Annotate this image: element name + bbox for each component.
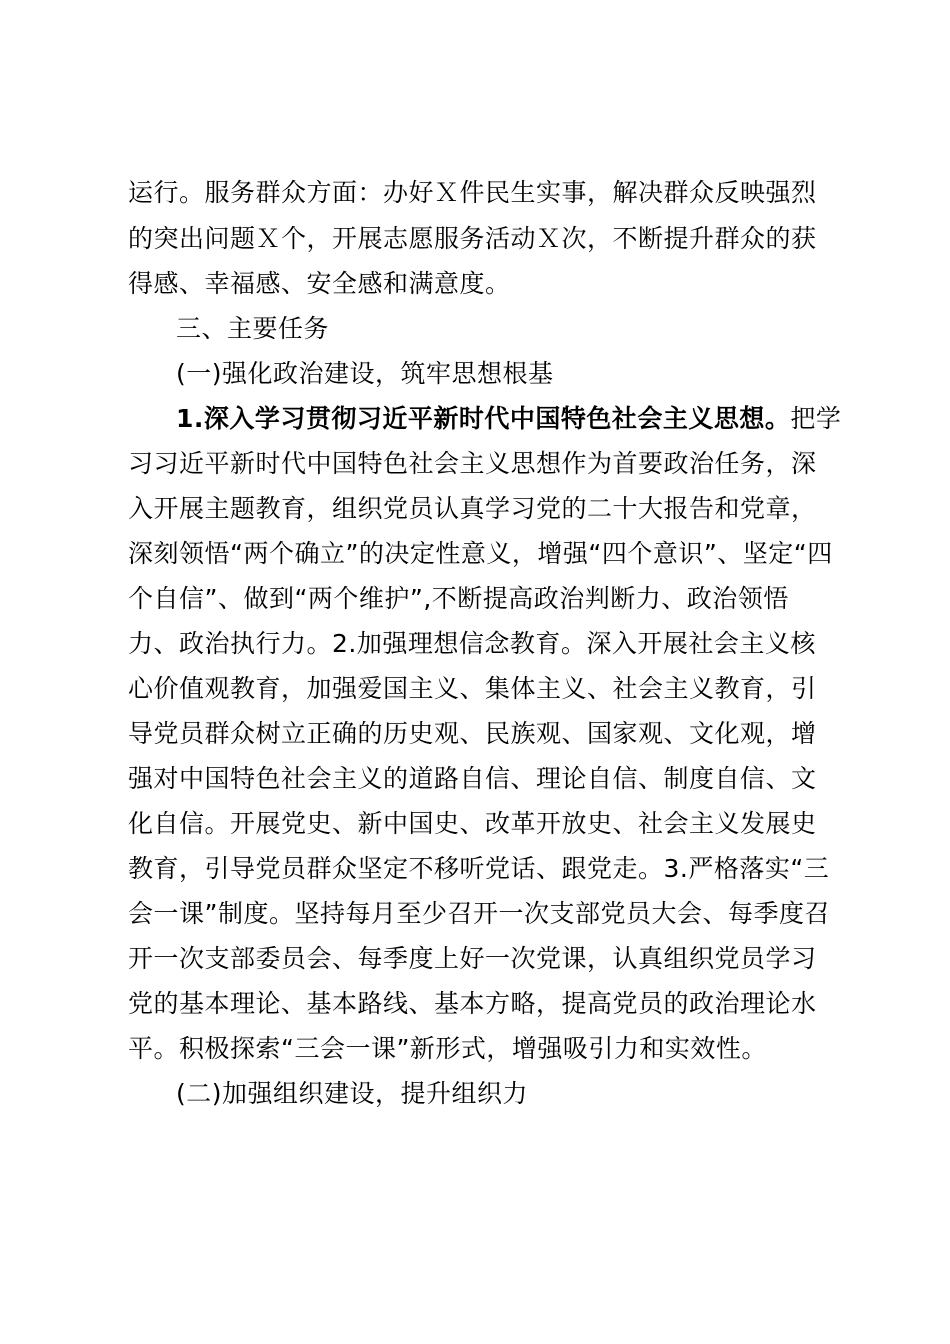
body-text-line: 的突出问题Ｘ个，开展志愿服务活动Ｘ次，不断提升群众的获 [128,224,817,253]
body-text-line: 教育，引导党员群众坚定不移听党话、跟党走。3.严格落实“三 [128,854,830,883]
body-text-line: 习习近平新时代中国特色社会主义思想作为首要政治任务，深 [128,449,817,478]
body-text-line: 运行。服务群众方面：办好Ｘ件民生实事，解决群众反映强烈 [128,178,817,207]
item-heading: 1.深入学习贯彻习近平新时代中国特色社会主义思想。 [176,404,791,433]
body-text-fragment: 把学 [790,404,842,433]
body-text-line: 个自信”、做到“两个维护”,不断提高政治判断力、政治领悟 [128,584,789,613]
body-text-line: 会一课”制度。坚持每月至少召开一次支部党员大会、每季度召 [128,899,830,928]
body-text-line: 化自信。开展党史、新中国史、改革开放史、社会主义发展史 [128,809,817,838]
body-text-line: 强对中国特色社会主义的道路自信、理论自信、制度自信、文 [128,764,817,793]
body-text-line: 心价值观教育，加强爱国主义、集体主义、社会主义教育，引 [128,674,817,703]
body-text-line: 得感、幸福感、安全感和满意度。 [128,269,511,298]
subsection-heading: (一)强化政治建设，筑牢思想根基 [176,359,554,388]
body-text-line: 导党员群众树立正确的历史观、民族观、国家观、文化观，增 [128,719,817,748]
body-text-line: 深刻领悟“两个确立”的决定性意义，增强“四个意识”、坚定“四 [128,539,833,568]
section-heading: 三、主要任务 [176,314,330,343]
body-text-line: 力、政治执行力。2.加强理想信念教育。深入开展社会主义核 [128,629,816,658]
body-text-line: 开一次支部委员会、每季度上好一次党课，认真组织党员学习 [128,944,817,973]
body-text-line: 入开展主题教育，组织党员认真学习党的二十大报告和党章， [128,494,817,523]
subsection-heading: (二)加强组织建设，提升组织力 [176,1079,529,1108]
body-text-line: 党的基本理论、基本路线、基本方略，提高党员的政治理论水 [128,989,817,1018]
body-text-line-bold-start [176,404,841,434]
body-text-line: 平。积极探索“三会一课”新形式，增强吸引力和实效性。 [128,1034,767,1063]
